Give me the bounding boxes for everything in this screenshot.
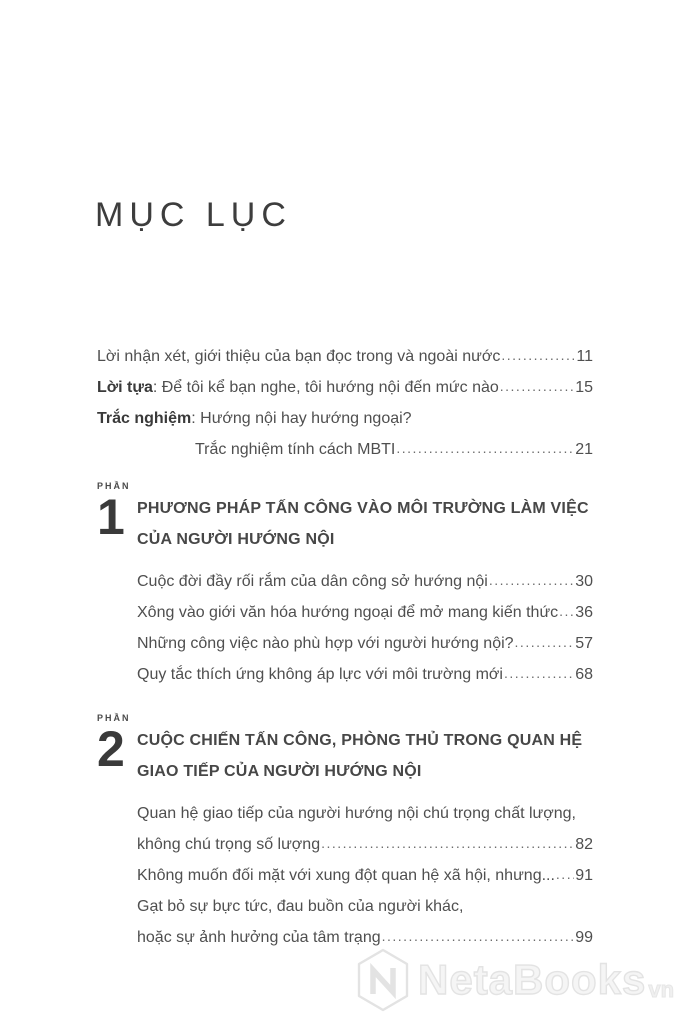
entry-text: Gạt bỏ sự bực tức, đau buồn của người khác,	[137, 898, 464, 915]
toc-entry	[137, 829, 593, 860]
dot-leader	[515, 627, 575, 658]
dot-leader	[489, 565, 574, 596]
watermark-brand-text: NetaBooks	[418, 956, 647, 1003]
dot-leader	[559, 596, 574, 627]
frontmatter-toc	[97, 341, 593, 465]
entry-text: Không muốn đối mặt với xung đột quan hệ xã hội, nhưng...	[137, 867, 555, 884]
netabooks-logo-icon	[356, 948, 410, 1012]
section-title	[137, 725, 593, 787]
dot-leader	[504, 658, 574, 689]
dot-leader	[396, 433, 574, 464]
page-number: 57	[575, 635, 593, 652]
entry-text: Quan hệ giao tiếp của người hướng nội chú trọng chất lượng,	[137, 805, 576, 822]
section-title-line: CUỘC CHIẾN TẤN CÔNG, PHÒNG THỦ TRONG QUAN HỆ	[137, 732, 583, 749]
part-label: PHẦN	[97, 481, 131, 491]
section-title-line: CỦA NGƯỜI HƯỚNG NỘI	[137, 531, 335, 548]
part-label: PHẦN	[97, 713, 131, 723]
toc-entry	[137, 597, 593, 628]
entry-text: : Hướng nội hay hướng ngoại?	[191, 410, 412, 427]
page-number: 82	[575, 836, 593, 853]
dot-leader	[500, 371, 574, 402]
page-number: 11	[576, 348, 593, 365]
page-number: 99	[575, 929, 593, 946]
part-number-column	[97, 713, 137, 777]
toc-entry	[97, 434, 593, 465]
toc-entry	[137, 566, 593, 597]
watermark-tld-text: vn	[648, 977, 675, 1002]
entry-text: Trắc nghiệm tính cách MBTI	[195, 441, 396, 458]
page-number: 36	[575, 604, 593, 621]
entry-label-bold: Lời tựa	[97, 379, 153, 396]
part-number-column	[97, 481, 137, 545]
entry-text: Xông vào giới văn hóa hướng ngoại để mở mang kiến thức	[137, 604, 559, 621]
section-part-2	[97, 713, 593, 953]
entry-label-bold: Trắc nghiệm	[97, 410, 192, 427]
section-title-line: PHƯƠNG PHÁP TẤN CÔNG VÀO MÔI TRƯỜNG LÀM VIỆC	[137, 500, 589, 517]
section-header	[97, 713, 593, 787]
dot-leader	[556, 859, 574, 890]
section-entries	[137, 566, 593, 690]
section-header	[97, 481, 593, 555]
dot-leader	[501, 340, 575, 371]
page-title: MỤC LỤC	[95, 196, 292, 234]
entry-text: Quy tắc thích ứng không áp lực với môi trường mới	[137, 666, 503, 683]
toc-entry	[97, 341, 593, 372]
toc-entry	[137, 891, 593, 922]
entry-text: không chú trọng số lượng	[137, 836, 321, 853]
entry-text: Lời nhận xét, giới thiệu của bạn đọc trong và ngoài nước	[97, 348, 501, 365]
page-number: 91	[575, 867, 593, 884]
section-part-1	[97, 481, 593, 690]
section-title-line: GIAO TIẾP CỦA NGƯỜI HƯỚNG NỘI	[137, 763, 422, 780]
part-number: 2	[97, 721, 124, 777]
entry-text: hoặc sự ảnh hưởng của tâm trạng	[137, 929, 381, 946]
toc-entry	[137, 628, 593, 659]
entry-text: Cuộc đời đầy rối rắm của dân công sở hướng nội	[137, 573, 488, 590]
page-number: 68	[575, 666, 593, 683]
toc-entry	[137, 659, 593, 690]
page-number: 21	[575, 441, 593, 458]
toc-entry	[97, 372, 593, 403]
toc-entry	[97, 403, 593, 434]
entry-text: : Để tôi kể bạn nghe, tôi hướng nội đến mức nào	[152, 379, 499, 396]
page-number: 15	[575, 379, 593, 396]
toc-entry	[137, 860, 593, 891]
page-number: 30	[575, 573, 593, 590]
part-number: 1	[97, 489, 124, 545]
watermark	[356, 948, 674, 1012]
dot-leader	[321, 828, 574, 859]
toc-entry	[137, 798, 593, 829]
section-title	[137, 493, 593, 555]
entry-text: Những công việc nào phù hợp với người hướng nội?	[137, 635, 514, 652]
section-entries	[137, 798, 593, 953]
